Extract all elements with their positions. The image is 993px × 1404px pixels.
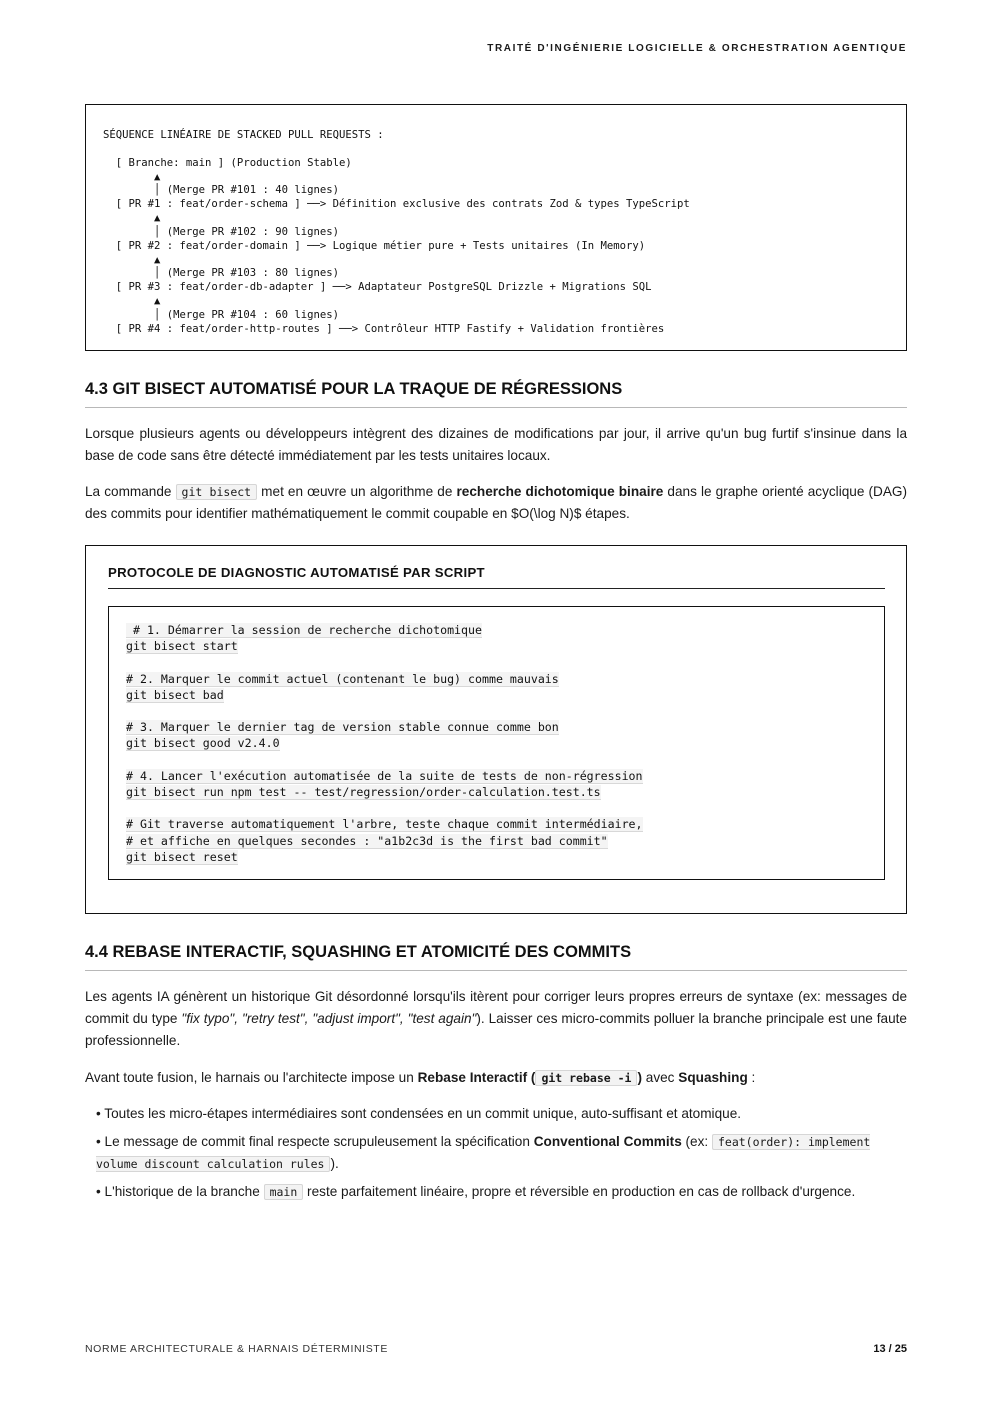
stacked-pr-diagram bbox=[85, 104, 907, 351]
code-lines bbox=[126, 622, 643, 865]
bold-text: Rebase Interactif ( bbox=[417, 1070, 536, 1085]
code-line bbox=[126, 816, 643, 832]
code-line-text: git bisect bad bbox=[126, 687, 224, 702]
footer-title: NORME ARCHITECTURALE & HARNAIS DÉTERMINISTE bbox=[85, 1343, 388, 1355]
code-line-text: git bisect good v2.4.0 bbox=[126, 736, 280, 751]
code-line bbox=[126, 833, 643, 849]
stacked-pr-diagram-text: SÉQUENCE LINÉAIRE DE STACKED PULL REQUESTS : [ Branche: main ] (Production Stable) ▲ │ (Merge PR #101 : 40 lignes) [ PR #1 : feat/order-schema ] ──> Définition exclusive des contrats Zod & types TypeScript ▲ │ (Merge PR #102 : 90 lignes) [ PR #2 : feat/order-domain ] ──> Logique métier pure + Tests unitaires (In Memory) ▲ │ (Merge PR #103 : 80 lignes) [ PR #3 : feat/order-db-adapter ] ──> Adaptateur PostgreSQL Drizzle + Migrations SQL ▲ │ (Merge PR #104 : 60 lignes) [ PR #4 : feat/order-http-routes ] ──> Contrôleur HTTP Fastify + Validation frontières bbox=[103, 129, 690, 335]
code-line-text: git bisect run npm test -- test/regression/order-calculation.test.ts bbox=[126, 784, 601, 799]
list-item bbox=[96, 1131, 907, 1175]
text-fragment: La commande bbox=[85, 484, 176, 499]
italic-text: "fix typo", "retry test", "adjust import", "test again" bbox=[181, 1011, 477, 1026]
text-fragment: (ex: bbox=[681, 1134, 712, 1149]
text-fragment: avec bbox=[641, 1070, 679, 1085]
code-line-text: git bisect start bbox=[126, 639, 238, 654]
inline-code-main: main bbox=[264, 1184, 304, 1200]
code-line-text: # et affiche en quelques secondes : "a1b2c3d is the first bad commit" bbox=[126, 833, 608, 848]
list-item bbox=[96, 1181, 907, 1203]
text-fragment: ). bbox=[330, 1156, 339, 1171]
code-line-text: # 4. Lancer l'exécution automatisée de la suite de tests de non-régression bbox=[126, 768, 643, 783]
code-blank-line bbox=[126, 752, 643, 768]
text-fragment: reste parfaitement linéaire, propre et réversible en production en cas de rollback d'urgence. bbox=[303, 1184, 856, 1199]
code-block bbox=[108, 606, 885, 880]
inline-code-commit-message: feat(order): implement volume discount calculation rules bbox=[96, 1135, 871, 1171]
bold-text: Squashing bbox=[678, 1070, 748, 1085]
text-fragment: dans le graphe orienté acyclique (DAG) des commits pour identifier mathématiquement le commit coupable en $O(\log N)$ étapes. bbox=[85, 484, 908, 521]
text-fragment: Les agents IA génèrent un historique Git désordonné lorsqu'ils itèrent pour corriger leurs propres erreurs de syntaxe (ex: messages de commit du type bbox=[85, 989, 907, 1026]
code-line bbox=[126, 687, 643, 703]
list-item: • Toutes les micro-étapes intermédiaires sont condensées en un commit unique, auto-suffisant et atomique. bbox=[96, 1106, 742, 1121]
code-line bbox=[126, 719, 643, 735]
bullet-list bbox=[96, 1103, 907, 1209]
page-number: 13 / 25 bbox=[873, 1343, 907, 1355]
code-line bbox=[126, 638, 643, 654]
text-fragment: ). Laisser ces micro-commits polluer la branche principale est une faute professionnelle. bbox=[85, 1011, 907, 1048]
bold-text: ) bbox=[637, 1070, 642, 1085]
code-blank-line bbox=[126, 703, 643, 719]
inline-code-git-bisect: git bisect bbox=[176, 484, 258, 500]
paragraph-rebase-rule bbox=[85, 1067, 907, 1089]
section-title-4-3: 4.3 GIT BISECT AUTOMATISÉ POUR LA TRAQUE DE RÉGRESSIONS bbox=[85, 380, 907, 408]
code-line bbox=[126, 849, 643, 865]
section-title-4-4: 4.4 REBASE INTERACTIF, SQUASHING ET ATOMICITÉ DES COMMITS bbox=[85, 943, 907, 971]
code-line bbox=[126, 671, 643, 687]
code-line bbox=[126, 735, 643, 751]
protocol-title: PROTOCOLE DE DIAGNOSTIC AUTOMATISÉ PAR SCRIPT bbox=[108, 565, 885, 589]
text-fragment: • Le message de commit final respecte scrupuleusement la spécification bbox=[96, 1134, 534, 1149]
paragraph-rebase-intro bbox=[85, 986, 907, 1052]
code-blank-line bbox=[126, 654, 643, 670]
paragraph-bisect-intro: Lorsque plusieurs agents ou développeurs intègrent des dizaines de modifications par jour, il arrive qu'un bug furtif s'insinue dans la base de code sans être détecté immédiatement par les tests unitaires locaux. bbox=[85, 426, 907, 463]
text-fragment: • L'historique de la branche bbox=[96, 1184, 264, 1199]
code-blank-line bbox=[126, 800, 643, 816]
code-line bbox=[126, 784, 643, 800]
code-line-text: # 3. Marquer le dernier tag de version stable connue comme bon bbox=[126, 720, 559, 735]
code-line-text: # 2. Marquer le commit actuel (contenant le bug) comme mauvais bbox=[126, 671, 559, 686]
protocol-box bbox=[85, 545, 907, 914]
paragraph-bisect-command bbox=[85, 481, 907, 525]
text-fragment: Avant toute fusion, le harnais ou l'architecte impose un bbox=[85, 1070, 418, 1085]
code-line-text: # Git traverse automatiquement l'arbre, teste chaque commit intermédiaire, bbox=[126, 817, 643, 832]
running-header: TRAITÉ D'INGÉNIERIE LOGICIELLE & ORCHESTRATION AGENTIQUE bbox=[487, 43, 907, 54]
bold-text: recherche dichotomique binaire bbox=[456, 484, 664, 499]
bold-text: Conventional Commits bbox=[533, 1134, 682, 1149]
code-line bbox=[126, 768, 643, 784]
text-fragment: : bbox=[747, 1070, 756, 1085]
code-line-text: # 1. Démarrer la session de recherche dichotomique bbox=[126, 623, 482, 637]
text-fragment: met en œuvre un algorithme de bbox=[257, 484, 457, 499]
inline-code-git-rebase: git rebase -i bbox=[535, 1070, 637, 1086]
code-line bbox=[126, 622, 643, 638]
code-line-text: git bisect reset bbox=[126, 849, 238, 864]
